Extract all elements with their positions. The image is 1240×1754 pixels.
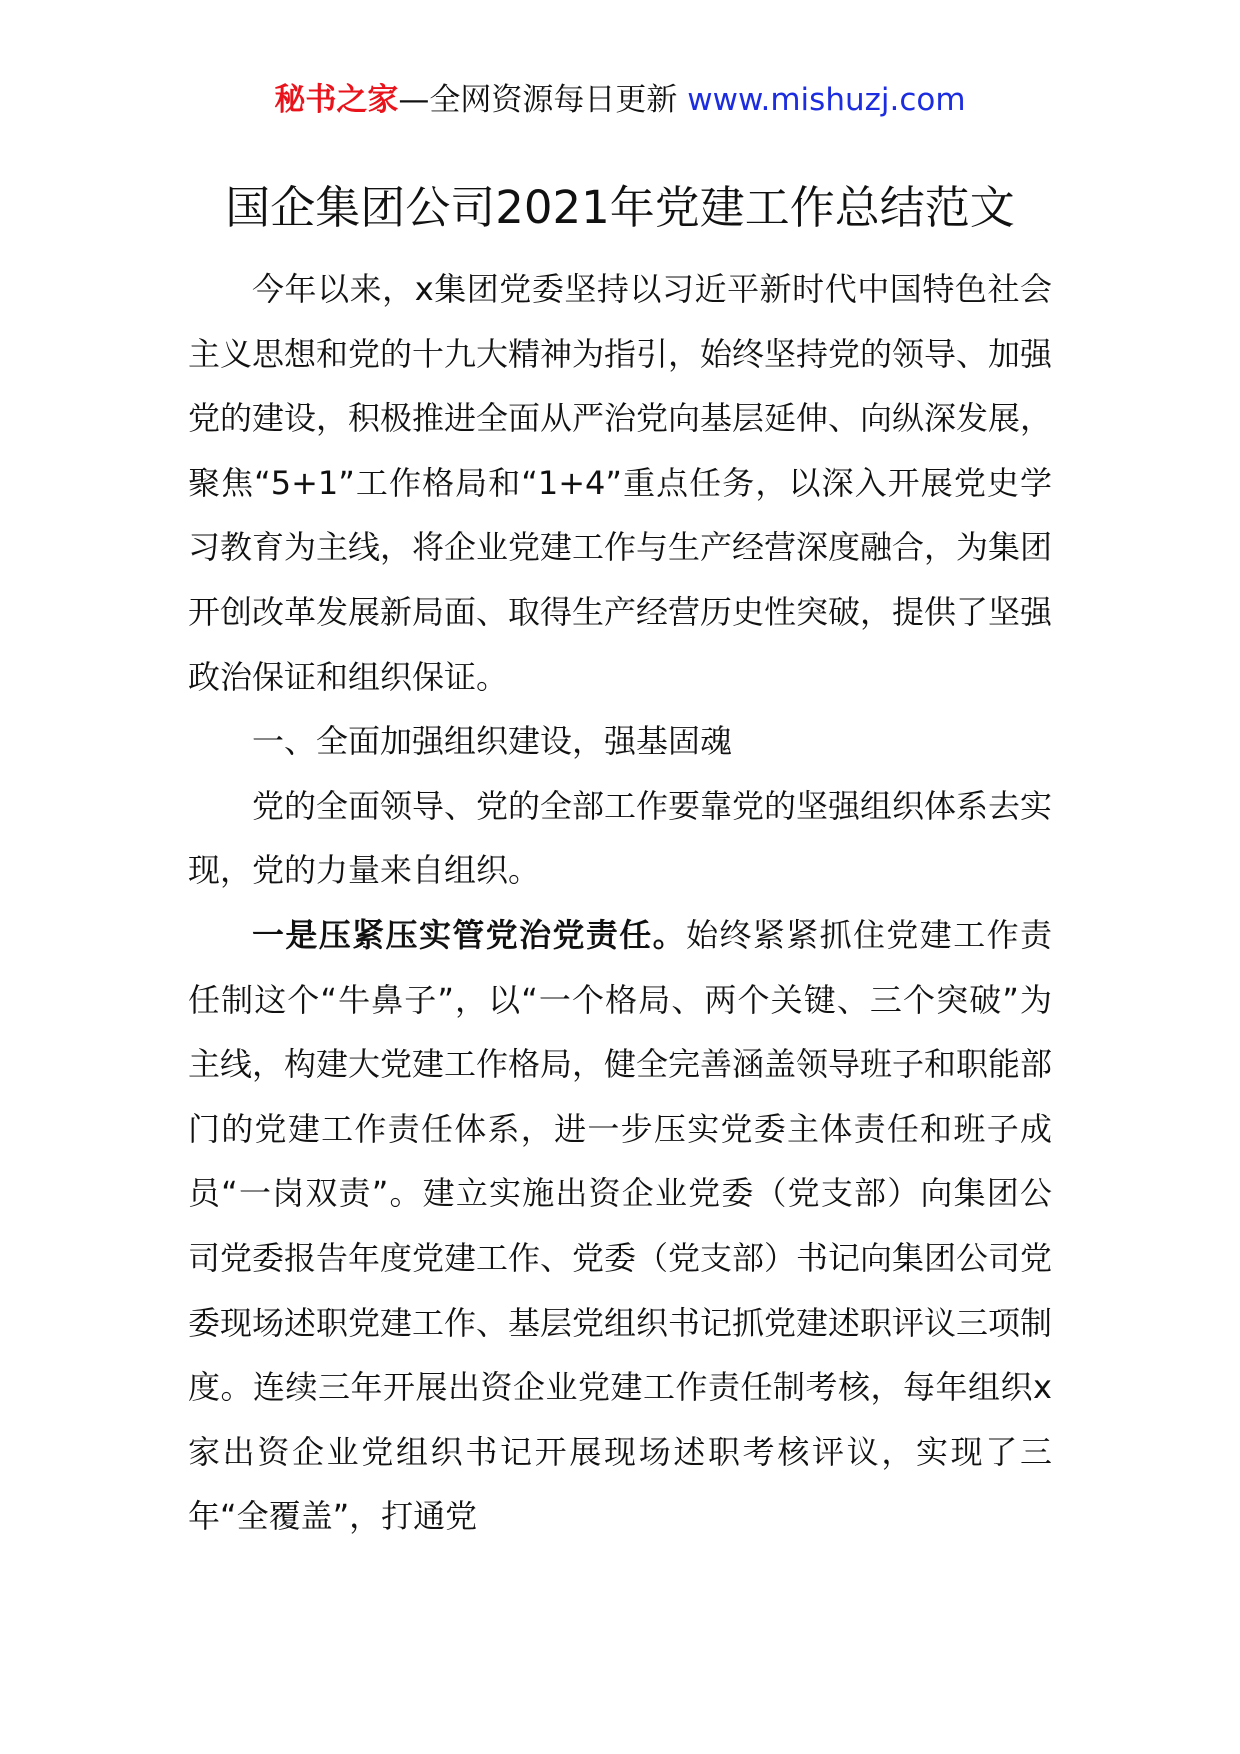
responsibility-paragraph — [188, 903, 1052, 1549]
section-heading: 一、全面加强组织建设，强基固魂 — [252, 722, 733, 761]
section-intro-paragraph: 党的全面领导、党的全部工作要靠党的坚强组织体系去实现，党的力量来自组织。 — [188, 786, 1053, 890]
paragraph-text: 始终紧紧抓住党建工作责任制这个“牛鼻子”，以“一个格局、两个关键、三个突破”为主线，构建大党建工作格局，健全完善涵盖领导班子和职能部门的党建工作责任体系，进一步压实党委主体责任和班子成员“一岗双责”。建立实施出资企业党委（党支部）向集团公司党委报告年度党建工作、党委（党支部）书记向集团公司党委现场述职党建工作、基层党组织书记抓党建述职评议三项制度。连续三年开展出资企业党建工作责任制考核，每年组织x家出资企业党组织书记开展现场述职考核评议，实现了三年“全覆盖”，打通党 — [188, 915, 1053, 1536]
paragraph-lead-bold: 一是压紧压实管党治党责任。 — [252, 915, 687, 954]
document-body — [188, 257, 1052, 1549]
intro-paragraph: 今年以来，x集团党委坚持以习近平新时代中国特色社会主义思想和党的十九大精神为指引，始终坚持党的领导、加强党的建设，积极推进全面从严治党向基层延伸、向纵深发展，聚焦“5+1”工作格局和“1+4”重点任务，以深入开展党史学习教育为主线，将企业党建工作与生产经营深度融合，为集团开创改革发展新局面、取得生产经营历史性突破，提供了坚强政治保证和组织保证。 — [188, 270, 1053, 696]
site-url-link[interactable]: www.mishuzj.com — [687, 82, 966, 118]
brand-name: 秘书之家 — [274, 82, 399, 118]
document-title: 国企集团公司2021年党建工作总结范文 — [225, 181, 1015, 234]
site-header — [0, 80, 1240, 120]
header-tagline: —全网资源每日更新 — [398, 82, 678, 118]
